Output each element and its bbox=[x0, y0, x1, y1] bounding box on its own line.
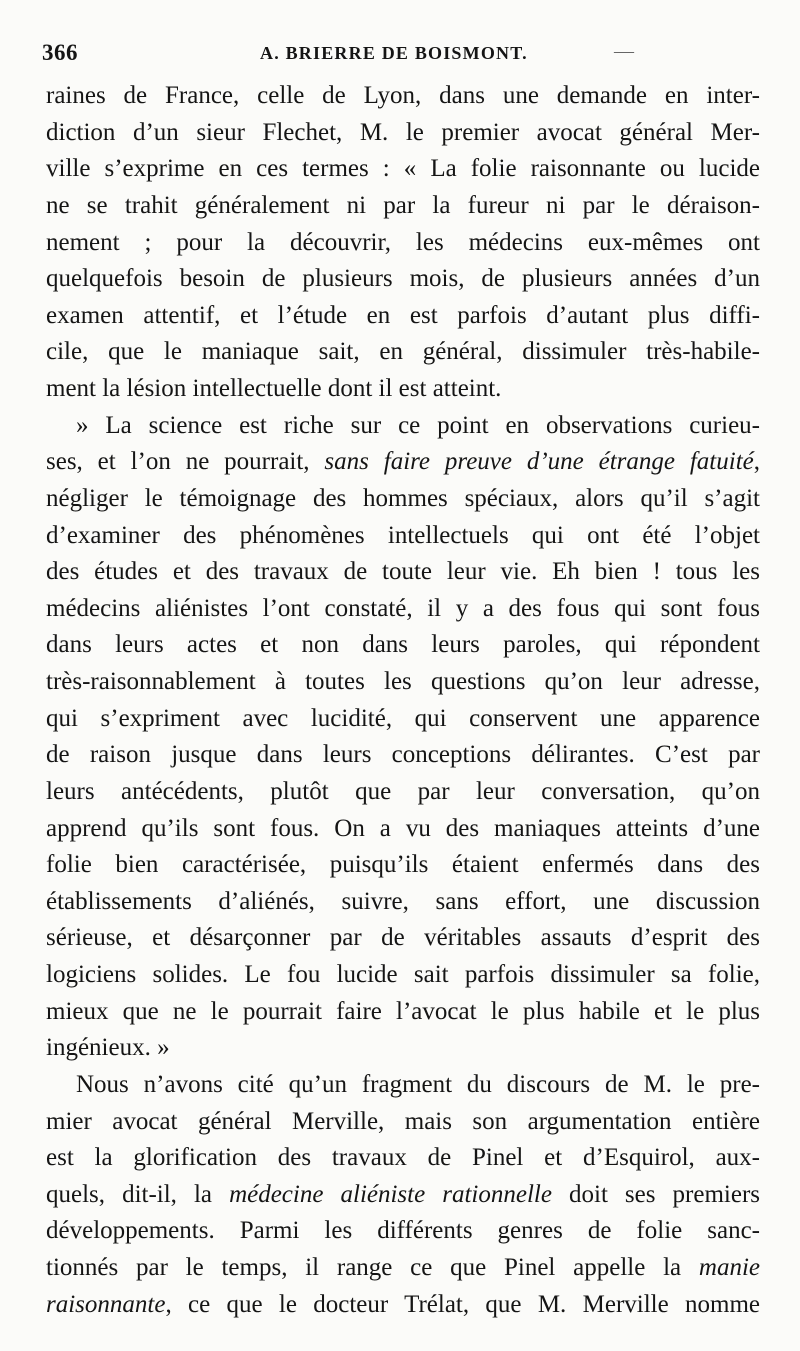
text-segment: apprend qu’ils sont fous. On a vu des maniaques atteints d’une bbox=[46, 814, 760, 842]
text-segment: ville s’exprime en ces termes : « La folie raisonnante ou lucide bbox=[46, 155, 760, 183]
text-line bbox=[46, 1104, 760, 1141]
text-segment: sérieuse, et désarçonner par de véritables assauts d’esprit des bbox=[46, 924, 760, 952]
text-line bbox=[46, 115, 760, 152]
text-line bbox=[46, 1067, 760, 1104]
text-segment: très-raisonnablement à toutes les questions qu’on leur adresse, bbox=[46, 668, 760, 695]
text-line bbox=[46, 847, 760, 884]
text-line bbox=[46, 591, 760, 628]
text-line bbox=[46, 444, 760, 481]
text-line bbox=[46, 481, 760, 518]
text-segment: leurs antécédents, plutôt que par leur conversation, qu’on bbox=[46, 777, 760, 805]
text-line bbox=[46, 774, 760, 811]
running-head: A. BRIERRE DE BOISMONT. bbox=[260, 43, 528, 63]
body-text bbox=[46, 78, 760, 1323]
text-segment: est la glorification des travaux de Pinel et d’Esquirol, aux- bbox=[46, 1144, 760, 1172]
text-segment: Nous n’avons cité qu’un fragment du discours de M. le pre- bbox=[76, 1070, 760, 1098]
text-segment: , ce que le docteur Trélat, que M. Merville nomme bbox=[165, 1290, 760, 1318]
text-segment: tionnés par le temps, il range ce que Pinel appelle la bbox=[46, 1254, 699, 1281]
text-segment: de raison jusque dans leurs conceptions délirantes. C’est par bbox=[46, 741, 760, 769]
text-segment: mieux que ne le pourrait faire l’avocat le plus habile et le plus bbox=[46, 997, 760, 1025]
text-segment: raines de France, celle de Lyon, dans une demande en inter- bbox=[46, 82, 760, 109]
text-segment: » La science est riche sur ce point en observations curieu- bbox=[76, 411, 760, 439]
text-line bbox=[46, 994, 760, 1031]
text-line bbox=[46, 371, 760, 408]
text-segment: doit ses premiers bbox=[551, 1180, 760, 1208]
italic-text-segment: sans faire preuve d’une étrange fatuité bbox=[324, 448, 754, 476]
text-segment: dans leurs actes et non dans leurs paroles, qui répondent bbox=[46, 631, 760, 659]
text-segment: ingénieux. » bbox=[46, 1034, 170, 1062]
text-line bbox=[46, 701, 760, 738]
text-line bbox=[46, 957, 760, 994]
text-line bbox=[46, 225, 760, 262]
text-segment: , bbox=[753, 448, 760, 476]
text-line bbox=[46, 408, 760, 445]
page-number: 366 bbox=[42, 40, 78, 65]
text-line bbox=[46, 1030, 760, 1067]
text-segment: diction d’un sieur Flechet, M. le premier avocat général Mer- bbox=[46, 118, 760, 146]
text-line bbox=[46, 261, 760, 298]
text-line bbox=[46, 78, 760, 115]
text-segment: établissements d’aliénés, suivre, sans effort, une discussion bbox=[46, 887, 760, 915]
text-line bbox=[46, 518, 760, 555]
text-segment: médecins aliénistes l’ont constaté, il y a des fous qui sont fous bbox=[46, 594, 760, 622]
text-line bbox=[46, 1213, 760, 1250]
italic-text-segment: raisonnante bbox=[46, 1290, 166, 1318]
text-segment: négliger le témoignage des hommes spéciaux, alors qu’il s’agit bbox=[46, 484, 760, 512]
text-line bbox=[46, 554, 760, 591]
text-segment: cile, que le maniaque sait, en général, dissimuler très-habile- bbox=[46, 338, 760, 366]
text-line bbox=[46, 811, 760, 848]
text-line bbox=[46, 334, 760, 371]
text-line bbox=[46, 1250, 760, 1287]
text-segment: logiciens solides. Le fou lucide sait parfois dissimuler sa folie, bbox=[46, 961, 760, 988]
header-dash: — bbox=[614, 40, 634, 62]
text-segment: qui s’expriment avec lucidité, qui conservent une apparence bbox=[46, 704, 760, 732]
text-segment: des études et des travaux de toute leur vie. Eh bien ! tous les bbox=[46, 558, 760, 586]
text-line bbox=[46, 1287, 760, 1324]
text-segment: d’examiner des phénomènes intellectuels qui ont été l’objet bbox=[46, 521, 760, 549]
text-line bbox=[46, 884, 760, 921]
italic-text-segment: médecine aliéniste rationnelle bbox=[229, 1180, 552, 1208]
text-line bbox=[46, 1140, 760, 1177]
text-segment: folie bien caractérisée, puisqu’ils étaient enfermés dans des bbox=[46, 851, 760, 879]
text-line bbox=[46, 151, 760, 188]
text-segment: ne se trahit généralement ni par la fureur ni par le déraison- bbox=[46, 191, 760, 219]
text-line bbox=[46, 1177, 760, 1214]
text-segment: mier avocat général Merville, mais son argumentation entière bbox=[46, 1107, 760, 1135]
text-segment: ses, et l’on ne pourrait, bbox=[46, 448, 325, 476]
italic-text-segment: manie bbox=[698, 1254, 760, 1281]
text-line bbox=[46, 920, 760, 957]
text-line bbox=[46, 737, 760, 774]
text-segment: quels, dit-il, la bbox=[46, 1180, 230, 1208]
text-line bbox=[46, 664, 760, 701]
text-segment: nement ; pour la découvrir, les médecins eux-mêmes ont bbox=[46, 228, 760, 256]
text-segment: examen attentif, et l’étude en est parfois d’autant plus diffi- bbox=[46, 301, 760, 329]
text-line bbox=[46, 298, 760, 335]
page-header bbox=[42, 40, 762, 70]
text-segment: ment la lésion intellectuelle dont il est atteint. bbox=[46, 375, 502, 402]
text-line bbox=[46, 188, 760, 225]
text-segment: développements. Parmi les différents genres de folie sanc- bbox=[46, 1217, 760, 1245]
text-line bbox=[46, 627, 760, 664]
text-segment: quelquefois besoin de plusieurs mois, de plusieurs années d’un bbox=[46, 265, 760, 293]
